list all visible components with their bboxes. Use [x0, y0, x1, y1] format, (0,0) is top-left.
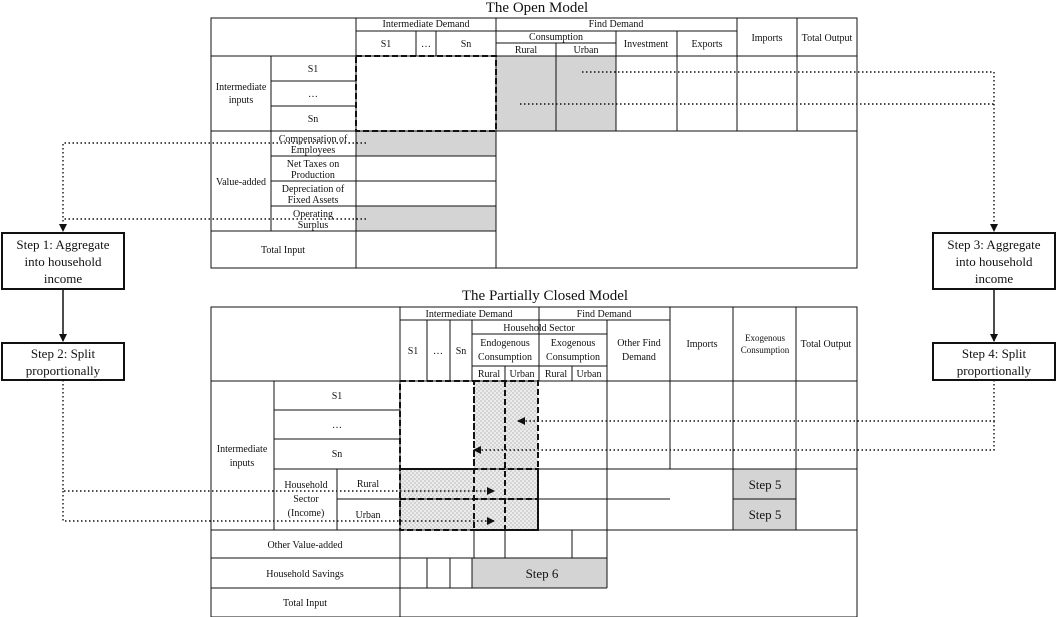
step3-line2: into household: [955, 254, 1033, 269]
closed-row-sn: Sn: [331, 449, 343, 460]
closed-row-intermediate-2: inputs: [229, 458, 255, 469]
open-row-compensation-2: Employees: [290, 145, 336, 156]
open-col-urban: Urban: [573, 45, 599, 56]
open-row-sn: Sn: [307, 114, 319, 125]
closed-row-intermediate-1: Intermediate: [216, 444, 268, 455]
closed-intermediate-block: [400, 381, 474, 469]
closed-col-endogenous-2: Consumption: [478, 352, 532, 363]
open-row-surplus-2: Surplus: [297, 220, 329, 231]
open-col-final-demand: Find Demand: [588, 19, 644, 30]
closed-col-household-sector: Household Sector: [503, 323, 575, 334]
open-col-intermediate-demand: Intermediate Demand: [382, 19, 470, 30]
closed-col-exogenous-consumption-1: Exogenous: [745, 333, 785, 343]
closed-row-dots: …: [332, 420, 342, 431]
rural-urban-consumption-to-step3: [582, 72, 994, 231]
open-row-depreciation-2: Fixed Assets: [287, 195, 339, 206]
closed-col-final-demand: Find Demand: [576, 309, 632, 320]
open-col-sn: Sn: [460, 39, 472, 50]
closed-col-exogenous-2: Consumption: [546, 352, 600, 363]
open-row-surplus-1: Operating: [293, 209, 333, 220]
closed-col-other-final-2: Demand: [622, 352, 656, 363]
closed-row-household-savings: Household Savings: [266, 569, 344, 580]
closed-col-s1: S1: [407, 346, 419, 357]
open-row-net-taxes-2: Production: [291, 170, 335, 181]
closed-row-household-1: Household: [284, 480, 328, 491]
closed-col-exogenous-consumption-2: Consumption: [740, 345, 790, 355]
open-col-investment: Investment: [623, 39, 669, 50]
open-col-s1: S1: [380, 39, 392, 50]
open-col-imports: Imports: [751, 33, 783, 44]
step5-urban-label: Step 5: [748, 507, 782, 522]
closed-col-exo-rural: Rural: [544, 369, 568, 380]
closed-col-other-final-1: Other Find: [617, 338, 661, 349]
step4-line2: proportionally: [956, 363, 1032, 378]
closed-model: [211, 288, 857, 617]
open-col-rural: Rural: [514, 45, 538, 56]
open-row-total-input: Total Input: [260, 245, 306, 256]
open-intermediate-block: [356, 56, 496, 131]
step2-line2: proportionally: [25, 363, 101, 378]
step4-to-rural-consumption: [474, 421, 994, 450]
surplus-shade: [356, 206, 496, 231]
step5-rural-label: Step 5: [748, 477, 782, 492]
step1-line1: Step 1: Aggregate: [16, 237, 110, 252]
step1-line3: income: [43, 271, 83, 286]
open-row-value-added: Value-added: [216, 177, 266, 188]
closed-row-household-3: (Income): [287, 508, 325, 519]
closed-col-total-output: Total Output: [800, 339, 852, 350]
open-row-compensation-1: Compensation of: [278, 134, 348, 145]
closed-col-exogenous-1: Exogenous: [550, 338, 596, 349]
step4-to-urban-consumption: [518, 380, 994, 421]
closed-row-total-input: Total Input: [282, 598, 328, 609]
step4-line1: Step 4: Split: [961, 346, 1027, 361]
closed-model-title: The Partially Closed Model: [461, 288, 629, 304]
step2-line1: Step 2: Split: [30, 346, 96, 361]
open-row-s1: S1: [307, 64, 319, 75]
closed-col-endo-urban: Urban: [509, 369, 535, 380]
closed-col-endo-rural: Rural: [477, 369, 501, 380]
closed-col-imports: Imports: [686, 339, 718, 350]
open-model: [211, 0, 857, 268]
open-col-dots: …: [421, 39, 431, 50]
closed-row-urban: Urban: [355, 510, 381, 521]
step3-line3: income: [974, 271, 1014, 286]
compensation-shade: [356, 131, 496, 156]
closed-col-endogenous-1: Endogenous: [480, 338, 530, 349]
closed-row-other-value-added: Other Value-added: [267, 540, 343, 551]
open-model-title: The Open Model: [485, 0, 589, 16]
open-col-consumption: Consumption: [529, 32, 583, 43]
open-row-depreciation-1: Depreciation of: [281, 184, 345, 195]
open-col-exports: Exports: [691, 39, 723, 50]
step6-label: Step 6: [525, 566, 559, 581]
open-row-intermediate-1: Intermediate: [215, 82, 267, 93]
open-col-total-output: Total Output: [801, 33, 853, 44]
closed-col-dots: …: [433, 346, 443, 357]
open-row-dots: …: [308, 89, 318, 100]
open-row-net-taxes-1: Net Taxes on: [286, 159, 340, 170]
open-row-intermediate-2: inputs: [228, 95, 254, 106]
closed-col-intermediate-demand: Intermediate Demand: [425, 309, 513, 320]
closed-row-s1: S1: [331, 391, 343, 402]
closed-col-sn: Sn: [455, 346, 467, 357]
closed-row-rural: Rural: [356, 479, 380, 490]
step1-line2: into household: [24, 254, 102, 269]
step3-line1: Step 3: Aggregate: [947, 237, 1041, 252]
closed-col-exo-urban: Urban: [576, 369, 602, 380]
closed-row-household-2: Sector: [293, 494, 319, 505]
